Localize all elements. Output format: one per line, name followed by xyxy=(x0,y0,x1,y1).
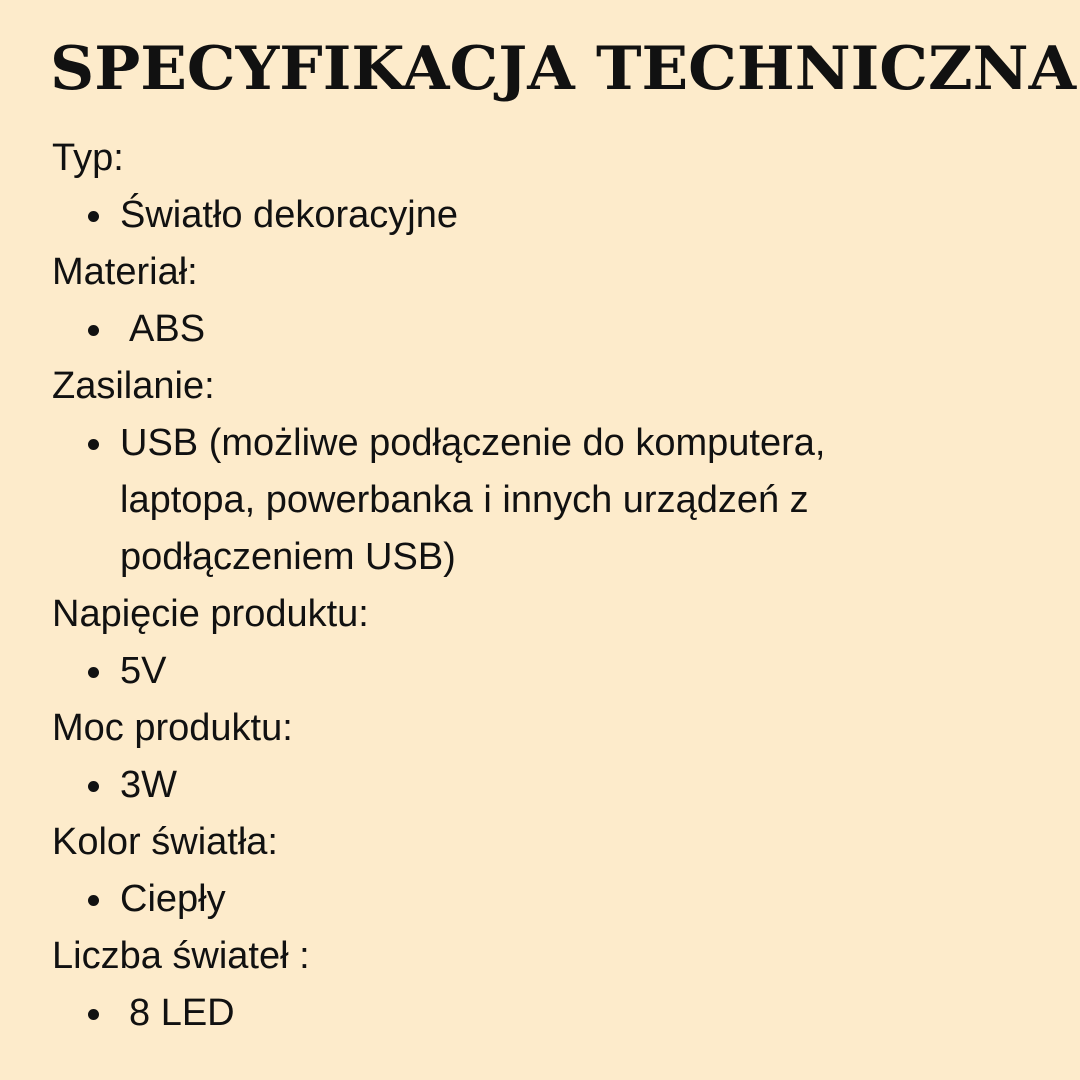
spec-label: Typ: xyxy=(52,137,124,179)
spec-item-voltage xyxy=(52,586,1032,700)
bullet-icon xyxy=(88,895,99,906)
spec-value: ABS xyxy=(52,301,900,358)
spec-list xyxy=(52,130,1032,1042)
bullet-icon xyxy=(88,439,99,450)
spec-label: Zasilanie: xyxy=(52,365,215,407)
spec-value: 8 LED xyxy=(52,985,900,1042)
spec-item-type xyxy=(52,130,1032,244)
bullet-icon xyxy=(88,1009,99,1020)
spec-item-power-supply xyxy=(52,358,1032,586)
spec-label: Napięcie produktu: xyxy=(52,593,369,635)
spec-label: Liczba świateł : xyxy=(52,935,310,977)
spec-item-power xyxy=(52,700,1032,814)
spec-value: USB (możliwe podłączenie do komputera, laptopa, powerbanka i innych urządzeń z podłączeniem USB) xyxy=(52,415,900,586)
bullet-icon xyxy=(88,211,99,222)
spec-label: Kolor światła: xyxy=(52,821,278,863)
spec-value: 3W xyxy=(52,757,900,814)
page-title: SPECYFIKACJA TECHNICZNA xyxy=(50,34,1077,104)
spec-item-material xyxy=(52,244,1032,358)
bullet-icon xyxy=(88,781,99,792)
bullet-icon xyxy=(88,325,99,336)
spec-item-light-color xyxy=(52,814,1032,928)
spec-label: Moc produktu: xyxy=(52,707,293,749)
spec-label: Materiał: xyxy=(52,251,198,293)
spec-value: Światło dekoracyjne xyxy=(52,187,900,244)
bullet-icon xyxy=(88,667,99,678)
spec-item-light-count xyxy=(52,928,1032,1042)
spec-value: Ciepły xyxy=(52,871,900,928)
spec-value: 5V xyxy=(52,643,900,700)
